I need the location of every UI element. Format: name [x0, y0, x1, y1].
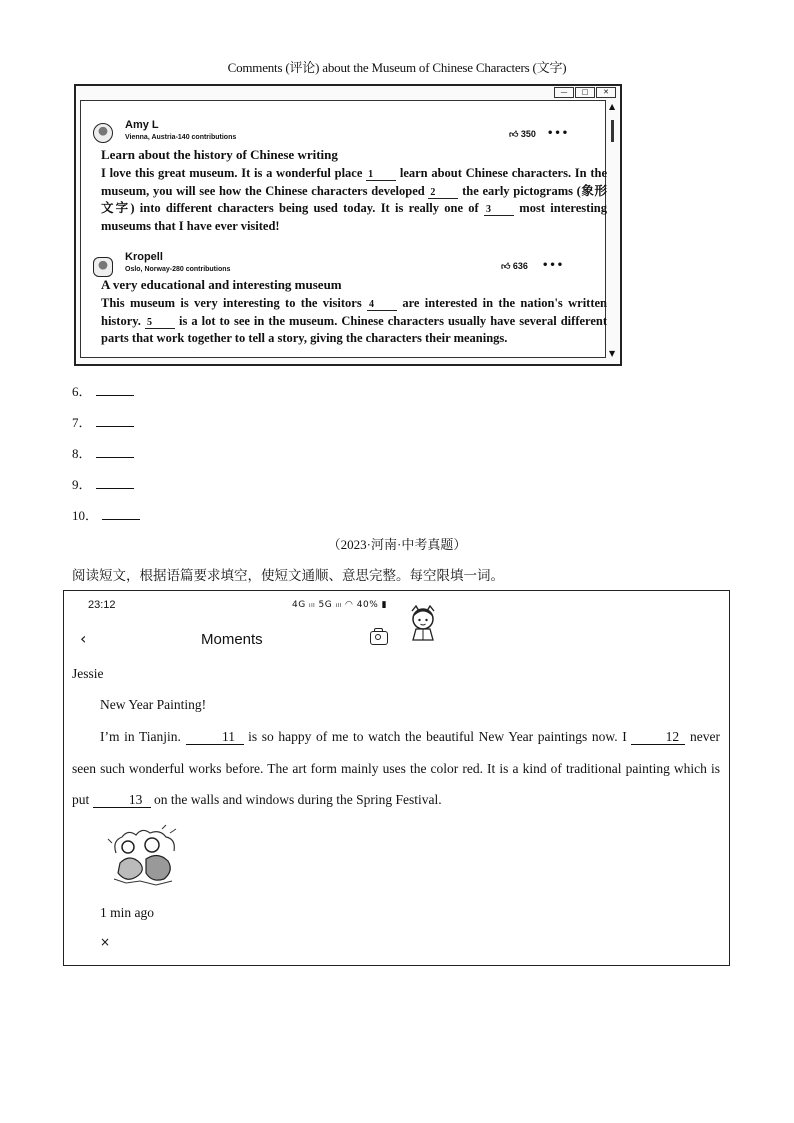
avatar: [93, 123, 113, 143]
minimize-icon[interactable]: —: [554, 87, 574, 98]
answer-line[interactable]: 9．: [72, 474, 134, 493]
section-heading: Comments (评论) about the Museum of Chinese Characters (文字): [227, 60, 567, 75]
post-author[interactable]: Jessie: [72, 666, 104, 681]
profile-avatar-icon[interactable]: [408, 605, 438, 641]
back-arrow-icon[interactable]: ‹: [80, 629, 87, 648]
scroll-thumb[interactable]: [611, 120, 614, 142]
instruction-text: 阅读短文，根据语篇要求填空，使短文通顺、意思完整。每空限填一词。: [72, 568, 504, 584]
thumbs-up-icon: 👍︎: [501, 261, 511, 271]
answer-blank[interactable]: [96, 477, 134, 489]
close-icon[interactable]: ✕: [596, 87, 616, 98]
scrollbar[interactable]: [608, 102, 618, 358]
answer-line[interactable]: 8．: [72, 443, 134, 462]
answer-blank[interactable]: [102, 508, 140, 520]
window-controls: [554, 87, 616, 98]
post-timestamp: 1 min ago: [100, 905, 154, 920]
like-count[interactable]: 👍︎ 350: [509, 129, 536, 139]
comments-window: [74, 84, 622, 366]
review-author: Kropell: [125, 251, 163, 263]
gap-marker: 5: [145, 317, 175, 329]
page-title: Moments: [201, 631, 263, 648]
review-body: This museum is very interesting to the visitors 4 are interested in the nation's written history. 5 is a lot to see in the museum. Chinese characters usually have several different parts that work together to tell a story, giving the characters their meanings.: [101, 296, 608, 345]
scroll-up-icon[interactable]: ▲: [609, 102, 616, 111]
post-body: I’m in Tianjin. 11 is so happy of me to watch the beautiful New Year paintings now. I 12 never seen such wonderful works before. The art form mainly uses the color red. It is a kind of traditional painting which is put 13 on the walls and windows during the Spring Festival.: [72, 729, 721, 807]
review-author: Amy L: [125, 119, 159, 131]
answer-line[interactable]: 6．: [72, 381, 134, 400]
camera-icon[interactable]: [370, 631, 388, 645]
gap-marker: 3: [484, 204, 514, 216]
new-year-painting-image[interactable]: [106, 823, 186, 889]
gap-marker: 11: [186, 729, 244, 745]
maximize-icon[interactable]: □: [575, 87, 595, 98]
answer-line[interactable]: 10．: [72, 505, 140, 524]
gap-marker: 1: [366, 169, 396, 181]
close-icon[interactable]: ×: [100, 935, 111, 949]
avatar: [93, 257, 113, 277]
review-meta: Oslo, Norway-280 contributions: [125, 266, 231, 273]
gap-marker: 4: [367, 299, 397, 311]
thumbs-up-icon: 👍︎: [509, 129, 519, 139]
gap-marker: 12: [631, 729, 685, 745]
gap-marker: 2: [428, 187, 458, 199]
gap-marker: 13: [93, 792, 151, 808]
like-count[interactable]: 👍︎ 636: [501, 261, 528, 271]
question-source: （2023·河南·中考真题）: [327, 537, 467, 552]
more-options-icon[interactable]: •••: [542, 260, 565, 271]
moments-screen: [63, 590, 730, 966]
post-title: New Year Painting!: [100, 697, 207, 712]
answer-blank[interactable]: [96, 384, 134, 396]
answer-blank[interactable]: [96, 446, 134, 458]
review-meta: Vienna, Austria-140 contributions: [125, 134, 237, 141]
review-title: Learn about the history of Chinese writing: [101, 147, 338, 162]
scroll-down-icon[interactable]: ▼: [609, 349, 616, 358]
comments-pane: [80, 100, 606, 358]
status-time: 23:12: [88, 599, 116, 611]
more-options-icon[interactable]: •••: [547, 128, 570, 139]
status-icons: 4G ᵢₗₗ 5G ᵢₗₗ ◠ 40% ▮: [292, 600, 388, 610]
answer-line[interactable]: 7．: [72, 412, 134, 431]
review-body: I love this great museum. It is a wonderful place 1 learn about Chinese characters. In the museum, you will see how the Chinese characters developed 2 the early pictograms (象形文字) into different characters being used today. It is really one of 3 most interesting museums that I have ever visited!: [101, 166, 608, 233]
review-title: A very educational and interesting museum: [101, 277, 342, 292]
answer-blank[interactable]: [96, 415, 134, 427]
